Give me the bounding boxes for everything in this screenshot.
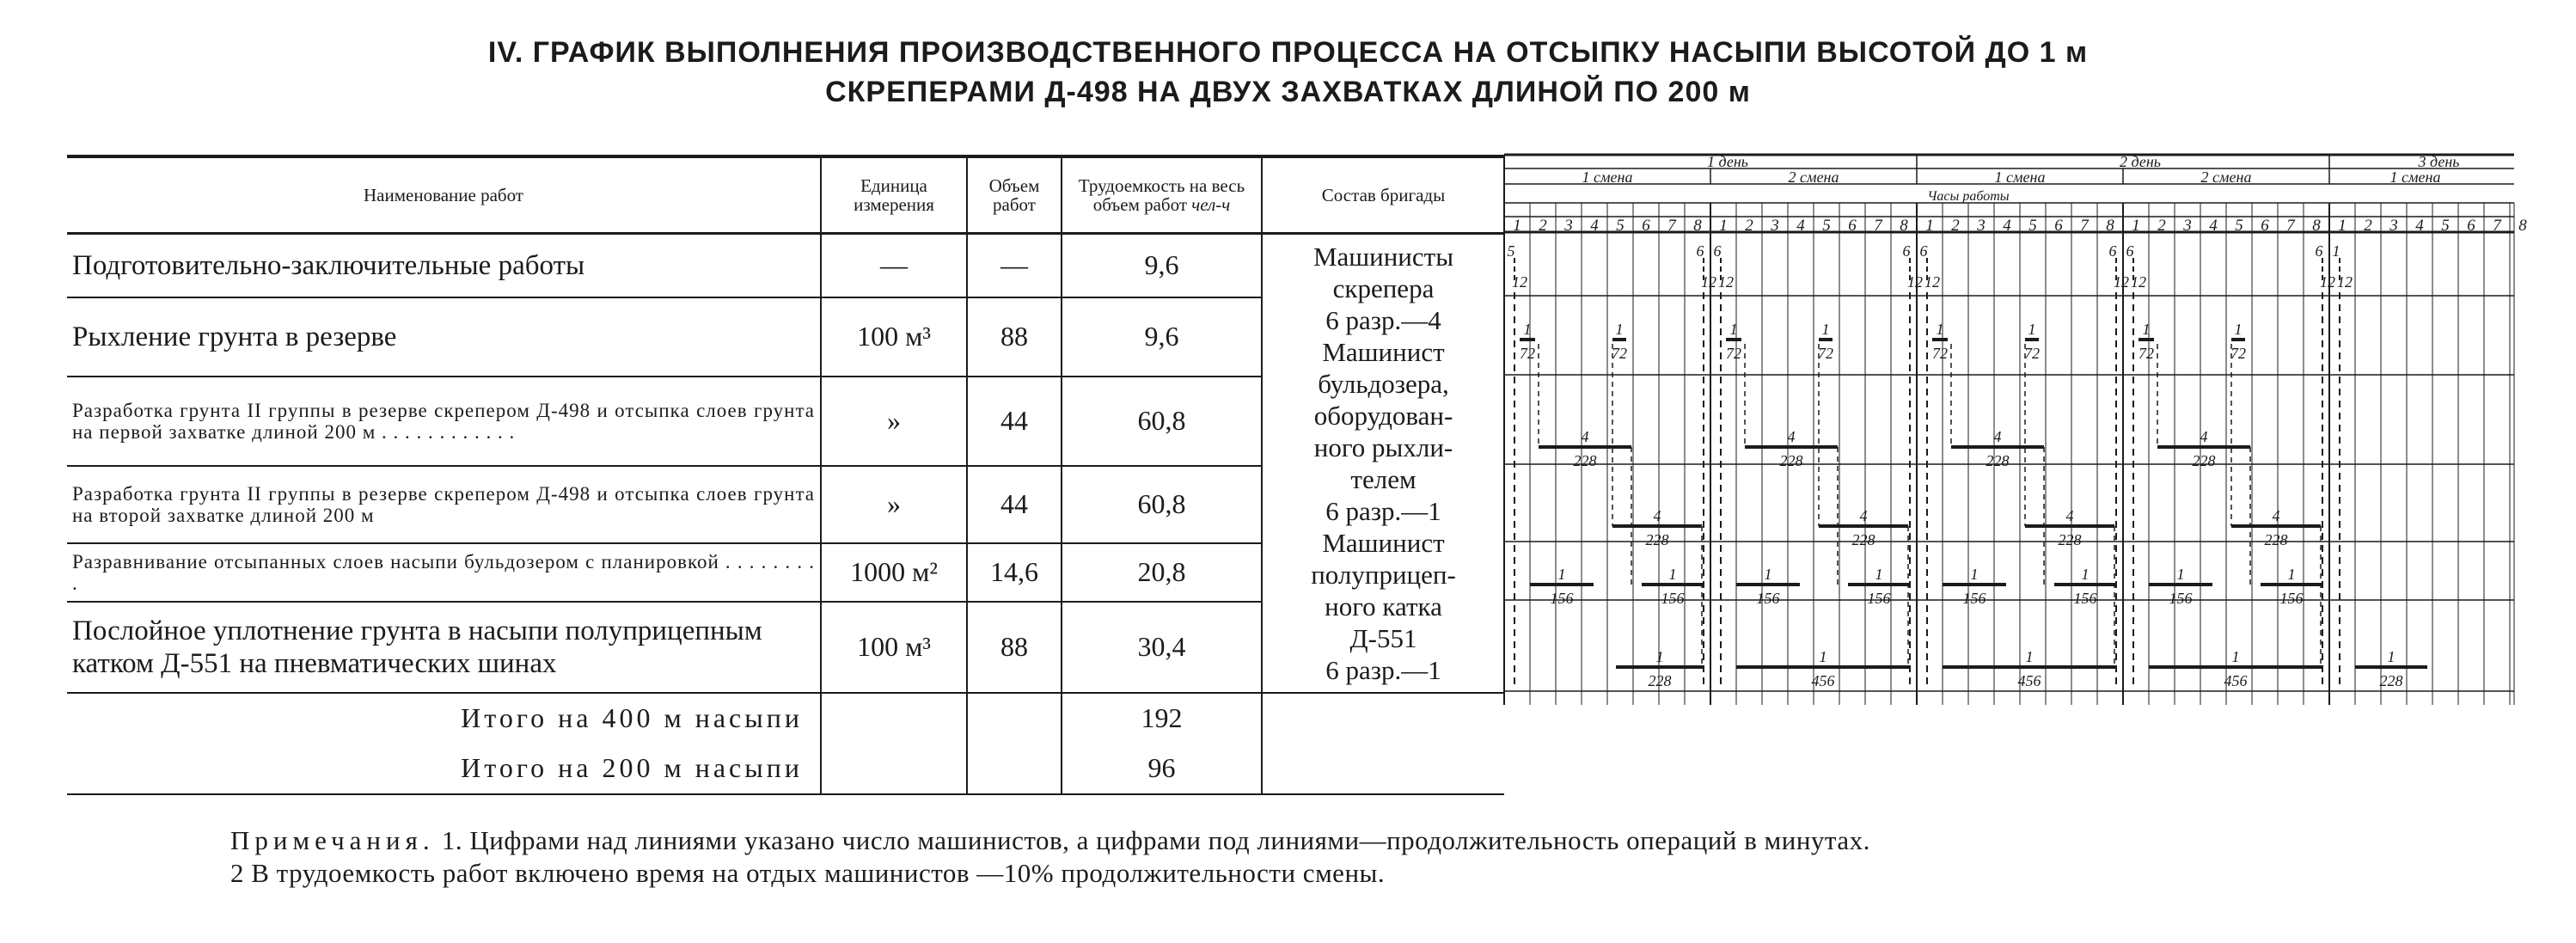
loosening-bar-minutes: 72 (2024, 345, 2040, 362)
hour-number: 4 (2415, 217, 2424, 235)
header-crew: Состав бригады (1262, 156, 1504, 234)
work-unit: — (821, 234, 967, 297)
notes-label: Примечания. (230, 825, 435, 855)
hour-number: 4 (2003, 217, 2011, 235)
hours-label: Часы работы (1927, 189, 2010, 204)
zone1-bar-minutes: 228 (1986, 452, 2010, 469)
work-name: Рыхление грунта в резерве (67, 297, 821, 377)
zone2-bar-workers: 4 (2272, 507, 2280, 524)
hour-number: 2 (2364, 217, 2372, 235)
crew-line: Машинист (1322, 527, 1445, 558)
prep-workers: 5 (1507, 242, 1515, 260)
leveling-bar-minutes: 156 (1962, 590, 1986, 607)
zone2-bar-workers: 4 (1653, 507, 1661, 524)
note-line-2: 2 В трудоемкость работ включено время на отдых машинистов —10% продолжительности смены. (230, 858, 1386, 888)
hour-number: 2 (1951, 217, 1960, 235)
hour-number: 2 (1539, 217, 1547, 235)
crew-line: Д-551 (1349, 622, 1417, 653)
hour-number: 2 (2157, 217, 2166, 235)
page-title: IV. ГРАФИК ВЫПОЛНЕНИЯ ПРОИЗВОДСТВЕННОГО ПРОЦЕССА НА ОТСЫПКУ НАСЫПИ ВЫСОТОЙ ДО 1 м (487, 36, 2089, 69)
leveling-bar-minutes: 156 (1756, 590, 1780, 607)
compaction-bar-minutes: 228 (2379, 672, 2403, 689)
prep-workers: 6 (1902, 242, 1911, 260)
crew-line: Машинисты (1312, 241, 1454, 272)
zone1-bar-minutes: 228 (2192, 452, 2216, 469)
prep-minutes: 12 (2131, 273, 2146, 291)
crew-line: бульдозера, (1318, 368, 1449, 399)
zone2-bar-workers: 4 (1859, 507, 1868, 524)
compaction-bar-minutes: 456 (1811, 672, 1835, 689)
loosening-bar-workers: 1 (1729, 321, 1738, 338)
work-labor: 20,8 (1062, 543, 1262, 602)
work-labor: 9,6 (1062, 234, 1262, 297)
hour-number: 6 (2054, 217, 2063, 235)
loosening-bar-workers: 1 (1936, 321, 1944, 338)
hour-number: 1 (1513, 217, 1521, 235)
hour-number: 3 (1977, 217, 1986, 235)
leveling-bar-workers: 1 (1668, 566, 1677, 583)
hour-number: 3 (1771, 217, 1779, 235)
loosening-bar-workers: 1 (1523, 321, 1532, 338)
leveling-bar-minutes: 156 (1661, 590, 1685, 607)
hour-number: 3 (2183, 217, 2192, 235)
leveling-bar-workers: 1 (2081, 566, 2090, 583)
header-labor-text: Трудоемкость на весь объем работ (1078, 175, 1245, 215)
crew-line: 6 разр.—4 (1325, 304, 1441, 335)
leveling-bar-workers: 1 (2176, 566, 2185, 583)
shift-label: 1 смена (1994, 168, 2046, 186)
compaction-bar-minutes: 456 (2224, 672, 2248, 689)
loosening-bar-minutes: 72 (1612, 345, 1627, 362)
compaction-bar-workers: 1 (2387, 648, 2395, 665)
work-name: Послойное уплотнение грунта в насыпи полуприцепным катком Д-551 на пневматических шинах (67, 602, 821, 693)
hour-number: 6 (1642, 217, 1650, 235)
loosening-bar-workers: 1 (1615, 321, 1624, 338)
shift-label: 1 смена (2389, 168, 2441, 186)
loosening-bar-minutes: 72 (1932, 345, 1948, 362)
crew-line: скрепера (1332, 272, 1435, 303)
zone2-bar-minutes: 228 (1851, 531, 1875, 548)
hour-number: 7 (1667, 217, 1676, 235)
hour-number: 1 (2338, 217, 2347, 235)
hour-number: 7 (2286, 217, 2295, 235)
hour-number: 5 (1616, 217, 1625, 235)
zone1-bar-minutes: 228 (1573, 452, 1597, 469)
leveling-bar-minutes: 156 (1550, 590, 1574, 607)
prep-minutes: 12 (1907, 273, 1923, 291)
work-labor: 30,4 (1062, 602, 1262, 693)
crew-line: Машинист (1322, 336, 1445, 367)
prep-workers: 6 (2126, 242, 2134, 260)
zone1-bar-workers: 4 (1993, 428, 2002, 445)
day-label: 1 день (1707, 153, 1748, 170)
prep-minutes: 12 (2337, 273, 2353, 291)
hour-number: 8 (2312, 217, 2321, 235)
loosening-bar-minutes: 72 (2139, 345, 2154, 362)
leveling-bar-workers: 1 (1970, 566, 1979, 583)
work-volume: 88 (967, 297, 1062, 377)
hour-number: 3 (1564, 217, 1573, 235)
zone2-bar-minutes: 228 (1645, 531, 1669, 548)
work-labor: 60,8 (1062, 466, 1262, 543)
hour-number: 5 (2235, 217, 2243, 235)
loosening-bar-minutes: 72 (1818, 345, 1833, 362)
hour-number: 4 (2209, 217, 2218, 235)
hour-number: 8 (1900, 217, 1908, 235)
prep-minutes: 12 (1718, 273, 1734, 291)
loosening-bar-minutes: 72 (1726, 345, 1741, 362)
hour-number: 1 (2132, 217, 2140, 235)
hour-number: 5 (2441, 217, 2450, 235)
hour-number: 8 (2106, 217, 2114, 235)
prep-minutes: 12 (1512, 273, 1527, 291)
zone1-bar-workers: 4 (2200, 428, 2208, 445)
shift-label: 2 смена (2200, 168, 2252, 186)
work-unit: 100 м³ (821, 297, 967, 377)
prep-minutes: 12 (2320, 273, 2335, 291)
work-name: Разработка грунта II группы в резерве скрепером Д-498 и отсыпка слоев грунта на второй захватке длиной 200 м (67, 466, 821, 543)
zone1-bar-workers: 4 (1581, 428, 1589, 445)
hour-number: 5 (2028, 217, 2037, 235)
work-volume: — (967, 234, 1062, 297)
prep-minutes: 12 (1924, 273, 1940, 291)
hour-number: 6 (2261, 217, 2269, 235)
prep-workers: 6 (2315, 242, 2323, 260)
prep-workers: 6 (1713, 242, 1722, 260)
zone2-bar-workers: 4 (2065, 507, 2074, 524)
loosening-bar-minutes: 72 (1520, 345, 1535, 362)
work-labor: 9,6 (1062, 297, 1262, 377)
compaction-bar-workers: 1 (1819, 648, 1827, 665)
leveling-bar-workers: 1 (1557, 566, 1566, 583)
crew-line: 6 разр.—1 (1325, 495, 1441, 526)
crew-line: ного рыхли- (1313, 432, 1453, 462)
hour-number: 7 (2080, 217, 2089, 235)
work-volume: 88 (967, 602, 1062, 693)
hour-number: 7 (2493, 217, 2501, 235)
compaction-bar-workers: 1 (2025, 648, 2034, 665)
leveling-bar-minutes: 156 (2279, 590, 2304, 607)
work-unit: 100 м³ (821, 602, 967, 693)
hour-number: 1 (1925, 217, 1934, 235)
leveling-bar-workers: 1 (1875, 566, 1883, 583)
leveling-bar-workers: 1 (2287, 566, 2296, 583)
work-name: Разработка грунта II группы в резерве скрепером Д-498 и отсыпка слоев грунта на первой захватке длиной 200 м . . . . . . . . . . . . (67, 377, 821, 466)
header-labor-unit: чел-ч (1191, 194, 1231, 215)
hour-number: 4 (1796, 217, 1805, 235)
loosening-bar-minutes: 72 (2230, 345, 2246, 362)
note-line-1 (230, 824, 2508, 858)
crew-line: ного катка (1325, 591, 1442, 622)
crew-line: телем (1350, 463, 1416, 494)
hour-number: 6 (1848, 217, 1857, 235)
hour-number: 7 (1874, 217, 1882, 235)
day-label: 2 день (2120, 153, 2161, 170)
compaction-bar-minutes: 456 (2017, 672, 2041, 689)
hour-number: 5 (1822, 217, 1831, 235)
total-labor: 192 (1062, 693, 1262, 744)
leveling-bar-minutes: 156 (1867, 590, 1891, 607)
zone1-bar-minutes: 228 (1779, 452, 1803, 469)
work-volume: 44 (967, 377, 1062, 466)
work-volume: 44 (967, 466, 1062, 543)
leveling-bar-minutes: 156 (2169, 590, 2193, 607)
shift-label: 1 смена (1582, 168, 1633, 186)
compaction-bar-workers: 1 (1655, 648, 1664, 665)
leveling-bar-minutes: 156 (2073, 590, 2097, 607)
hour-number: 6 (2467, 217, 2475, 235)
loosening-bar-workers: 1 (2234, 321, 2243, 338)
zone2-bar-minutes: 228 (2264, 531, 2288, 548)
zone2-bar-minutes: 228 (2058, 531, 2082, 548)
total-label: Итого на 400 м насыпи (461, 702, 803, 733)
prep-minutes: 12 (1701, 273, 1716, 291)
compaction-bar-minutes: 228 (1648, 672, 1672, 689)
header-name: Наименование работ (67, 156, 821, 234)
header-unit: Единица измерения (821, 156, 967, 234)
loosening-bar-workers: 1 (2142, 321, 2151, 338)
shift-label: 2 смена (1788, 168, 1839, 186)
work-labor: 60,8 (1062, 377, 1262, 466)
work-unit: » (821, 466, 967, 543)
page-subtitle: СКРЕПЕРАМИ Д-498 НА ДВУХ ЗАХВАТКАХ ДЛИНОЙ ПО 200 м (825, 76, 1751, 108)
day-label: 3 день (2418, 153, 2460, 170)
loosening-bar-workers: 1 (2028, 321, 2036, 338)
work-unit: » (821, 377, 967, 466)
prep-workers: 6 (1696, 242, 1704, 260)
crew-line: оборудован- (1313, 400, 1453, 431)
work-volume: 14,6 (967, 543, 1062, 602)
hour-number: 1 (1719, 217, 1728, 235)
crew-line: 6 разр.—1 (1325, 654, 1441, 685)
compaction-bar-workers: 1 (2231, 648, 2240, 665)
prep-minutes: 12 (2114, 273, 2129, 291)
note-1-text: 1. Цифрами над линиями указано число машинистов, а цифрами под линиями—продолжительность операций в минутах. (441, 825, 1870, 855)
work-name: Разравнивание отсыпанных слоев насыпи бульдозером с планировкой . . . . . . . . . (67, 543, 821, 602)
hour-number: 4 (1590, 217, 1599, 235)
hour-number: 8 (2518, 217, 2527, 235)
prep-workers: 1 (2332, 242, 2340, 260)
zone1-bar-workers: 4 (1787, 428, 1796, 445)
total-label: Итого на 200 м насыпи (67, 744, 821, 794)
loosening-bar-workers: 1 (1821, 321, 1830, 338)
prep-workers: 6 (1919, 242, 1928, 260)
leveling-bar-workers: 1 (1764, 566, 1772, 583)
hour-number: 3 (2389, 217, 2398, 235)
total-labor: 96 (1062, 744, 1262, 794)
header-volume: Объем работ (967, 156, 1062, 234)
hour-number: 8 (1693, 217, 1702, 235)
prep-workers: 6 (2108, 242, 2117, 260)
hour-number: 2 (1745, 217, 1753, 235)
crew-line: полуприцеп- (1311, 559, 1456, 590)
work-name: Подготовительно-заключительные работы (67, 234, 821, 297)
work-unit: 1000 м² (821, 543, 967, 602)
